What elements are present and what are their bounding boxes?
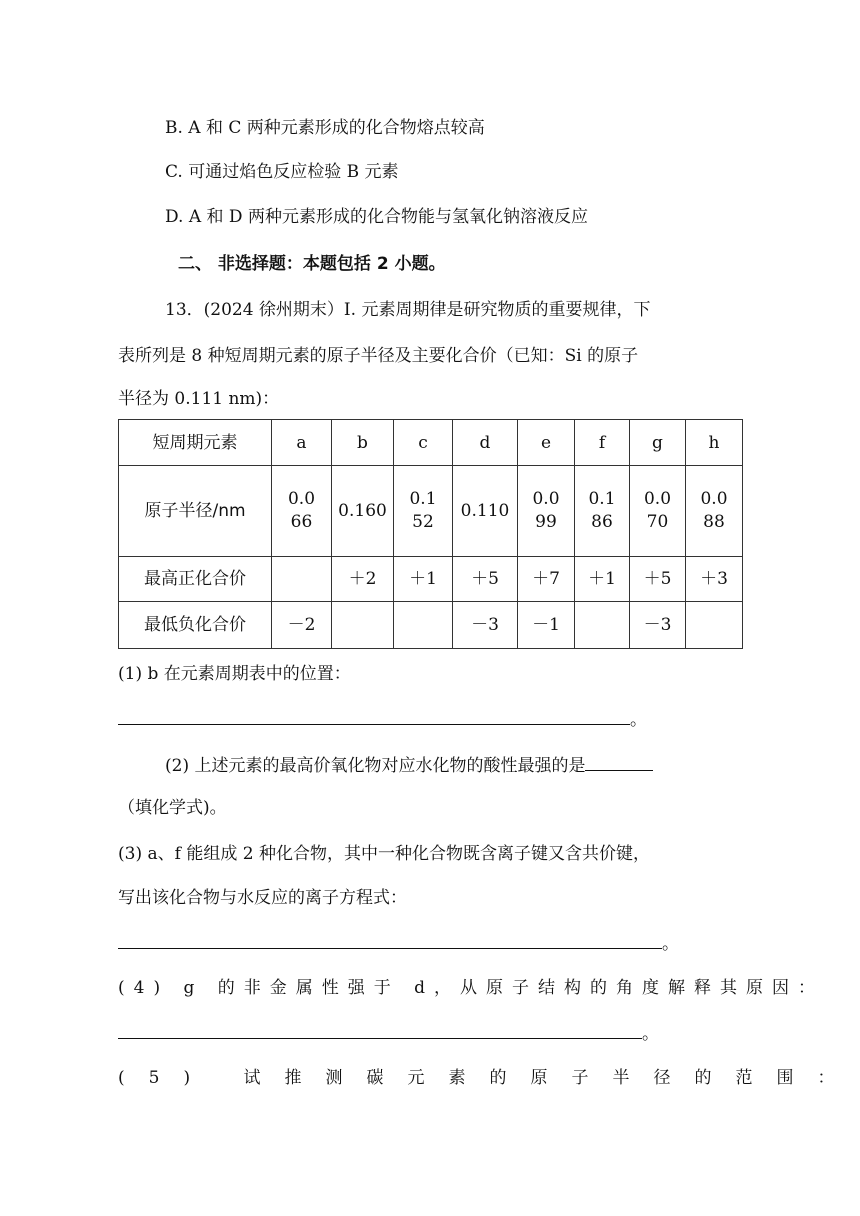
answer-blank[interactable]	[118, 706, 630, 725]
question-4-text: (4) g 的非金属性强于 d，从原子结构的角度解释其原因：	[118, 978, 825, 998]
max-valence-cell: ＋1	[575, 557, 630, 602]
question-4	[118, 976, 824, 1000]
radius-cell	[394, 466, 453, 557]
answer-line-3	[118, 930, 679, 956]
element-cell: d	[453, 420, 518, 466]
radius-value: 0.152	[409, 489, 437, 532]
table-row-elements	[119, 420, 743, 466]
option-b: B. A 和 C 两种元素形成的化合物熔点较高	[165, 118, 485, 138]
min-valence-cell	[575, 602, 630, 649]
period: 。	[662, 934, 679, 954]
min-valence-cell	[332, 602, 394, 649]
element-cell: c	[394, 420, 453, 466]
max-valence-cell	[272, 557, 332, 602]
radius-cell	[686, 466, 743, 557]
element-cell: a	[272, 420, 332, 466]
radius-value: 0.070	[643, 489, 672, 532]
option-c: C. 可通过焰色反应检验 B 元素	[165, 162, 399, 182]
radius-cell	[630, 466, 686, 557]
radius-cell	[575, 466, 630, 557]
answer-blank[interactable]	[585, 752, 653, 771]
max-valence-cell: ＋3	[686, 557, 743, 602]
element-cell: h	[686, 420, 743, 466]
answer-line-1	[118, 706, 647, 732]
radius-value: 0.066	[287, 489, 316, 532]
radius-value: 0.160	[338, 501, 387, 521]
radius-value: 0.088	[700, 489, 728, 532]
question-5	[118, 1066, 858, 1090]
table-row-radius	[119, 466, 743, 557]
radius-cell	[453, 466, 518, 557]
row-header: 最高正化合价	[119, 557, 272, 602]
min-valence-cell	[394, 602, 453, 649]
answer-blank[interactable]	[118, 1020, 642, 1039]
min-valence-cell: －1	[518, 602, 575, 649]
answer-line-4	[118, 1020, 659, 1046]
max-valence-cell: ＋5	[453, 557, 518, 602]
question-2	[165, 752, 653, 778]
radius-cell	[332, 466, 394, 557]
question-3-line1: (3) a、f 能组成 2 种化合物，其中一种化合物既含离子键又含共价键，	[118, 844, 650, 864]
radius-value: 0.099	[532, 489, 560, 532]
option-d: D. A 和 D 两种元素形成的化合物能与氢氧化钠溶液反应	[165, 207, 588, 227]
max-valence-cell: ＋5	[630, 557, 686, 602]
element-cell: f	[575, 420, 630, 466]
q13-intro-line2: 表所列是 8 种短周期元素的原子半径及主要化合价（已知：Si 的原子	[118, 346, 639, 366]
answer-blank[interactable]	[118, 930, 662, 949]
question-2-text: (2) 上述元素的最高价氧化物对应水化物的酸性最强的是	[165, 756, 586, 776]
radius-value: 0.186	[588, 489, 616, 532]
row-header: 最低负化合价	[119, 602, 272, 649]
question-3-line2: 写出该化合物与水反应的离子方程式：	[118, 888, 407, 908]
max-valence-cell: ＋1	[394, 557, 453, 602]
section-title: 二、 非选择题：本题包括 2 小题。	[178, 254, 446, 274]
min-valence-cell: －2	[272, 602, 332, 649]
radius-value: 0.110	[460, 501, 510, 521]
q13-intro-line1: 13．(2024 徐州期末）Ⅰ. 元素周期律是研究物质的重要规律，下	[165, 300, 651, 320]
element-table	[118, 419, 743, 649]
min-valence-cell	[686, 602, 743, 649]
period: 。	[630, 710, 647, 730]
max-valence-cell: ＋2	[332, 557, 394, 602]
min-valence-cell: －3	[453, 602, 518, 649]
element-cell: b	[332, 420, 394, 466]
table-row-max-valence	[119, 557, 743, 602]
table-row-min-valence	[119, 602, 743, 649]
element-cell: e	[518, 420, 575, 466]
min-valence-cell: －3	[630, 602, 686, 649]
element-cell: g	[630, 420, 686, 466]
max-valence-cell: ＋7	[518, 557, 575, 602]
radius-cell	[518, 466, 575, 557]
period: 。	[642, 1024, 659, 1044]
q13-intro-line3: 半径为 0.111 nm)：	[118, 389, 280, 409]
question-1: (1) b 在元素周期表中的位置：	[118, 664, 351, 684]
question-2-tail: （填化学式)。	[118, 798, 227, 818]
row-header: 原子半径/nm	[119, 466, 272, 557]
radius-cell	[272, 466, 332, 557]
question-5-text: (5) 试推测碳元素的原子半径的范围：	[118, 1068, 859, 1088]
row-header: 短周期元素	[119, 420, 272, 466]
